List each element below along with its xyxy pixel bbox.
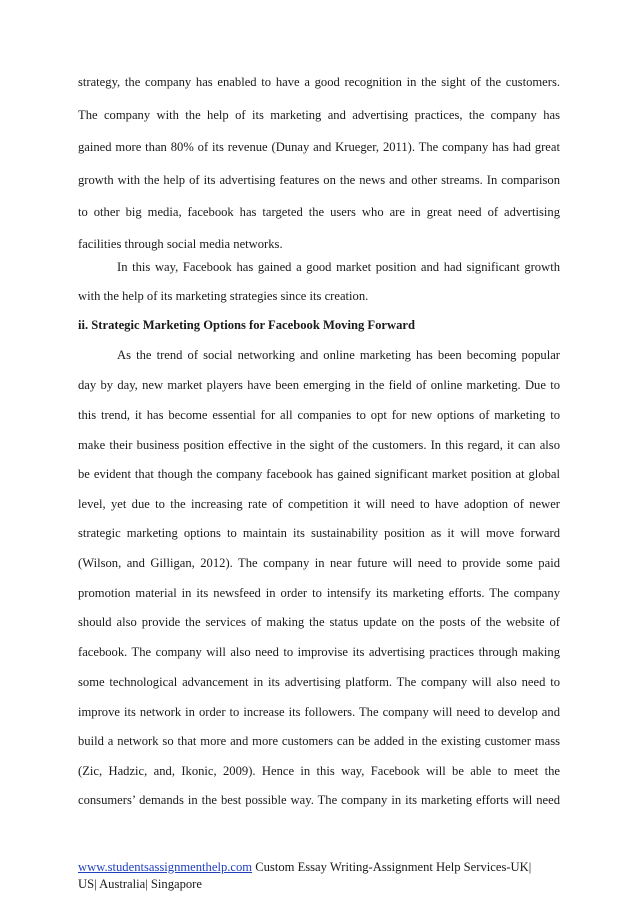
body-line: this trend, it has become essential for all companies to opt for new options of marketing to [78, 408, 560, 422]
body-line: make their business position effective in the sight of the customers. In this regard, it can also [78, 438, 560, 452]
body-line: some technological advancement in its advertising platform. The company will also need to [78, 675, 560, 689]
body-line: consumers’ demands in the best possible way. The company in its marketing efforts will need [78, 793, 560, 807]
body-line: As the trend of social networking and online marketing has been becoming popular [117, 348, 560, 362]
body-line: growth with the help of its advertising features on the news and other streams. In comparison [78, 173, 560, 187]
body-line: to other big media, facebook has targeted the users who are in great need of advertising [78, 205, 560, 219]
footer-link[interactable]: www.studentsassignmenthelp.com [78, 860, 253, 874]
body-line: gained more than 80% of its revenue (Dunay and Krueger, 2011). The company has had great [78, 140, 560, 154]
body-line: should also provide the services of making the status update on the posts of the website of [78, 615, 560, 629]
body-line: facebook. The company will also need to improvise its advertising practices through making [78, 645, 560, 659]
body-line: facilities through social media networks. [78, 237, 283, 251]
body-line: build a network so that more and more customers can be added in the existing customer mass [78, 734, 560, 748]
footer-line-1 [78, 859, 560, 876]
footer-line-2: US| Australia| Singapore [78, 877, 202, 891]
body-line: The company with the help of its marketing and advertising practices, the company has [78, 108, 560, 122]
body-line: level, yet due to the increasing rate of competition it will need to have adoption of newer [78, 497, 560, 511]
page-footer [78, 859, 560, 893]
body-line: promotion material in its newsfeed in order to intensify its marketing efforts. The company [78, 586, 560, 600]
body-line: strategy, the company has enabled to have a good recognition in the sight of the customers. [78, 75, 560, 89]
body-line: (Wilson, and Gilligan, 2012). The company in near future will need to provide some paid [78, 556, 560, 570]
body-line: (Zic, Hadzic, and, Ikonic, 2009). Hence in this way, Facebook will be able to meet the [78, 764, 560, 778]
body-line: improve its network in order to increase its followers. The company will need to develop and [78, 705, 560, 719]
body-line: be evident that though the company facebook has gained significant market position at global [78, 467, 560, 481]
body-line: In this way, Facebook has gained a good market position and had significant growth [117, 260, 560, 274]
body-line: day by day, new market players have been emerging in the field of online marketing. Due to [78, 378, 560, 392]
footer-text: Custom Essay Writing-Assignment Help Services-UK| [252, 860, 532, 874]
section-heading: ii. Strategic Marketing Options for Facebook Moving Forward [78, 318, 415, 332]
body-line: with the help of its marketing strategies since its creation. [78, 289, 369, 303]
body-line: strategic marketing options to maintain its sustainability position as it will move forward [78, 526, 560, 540]
